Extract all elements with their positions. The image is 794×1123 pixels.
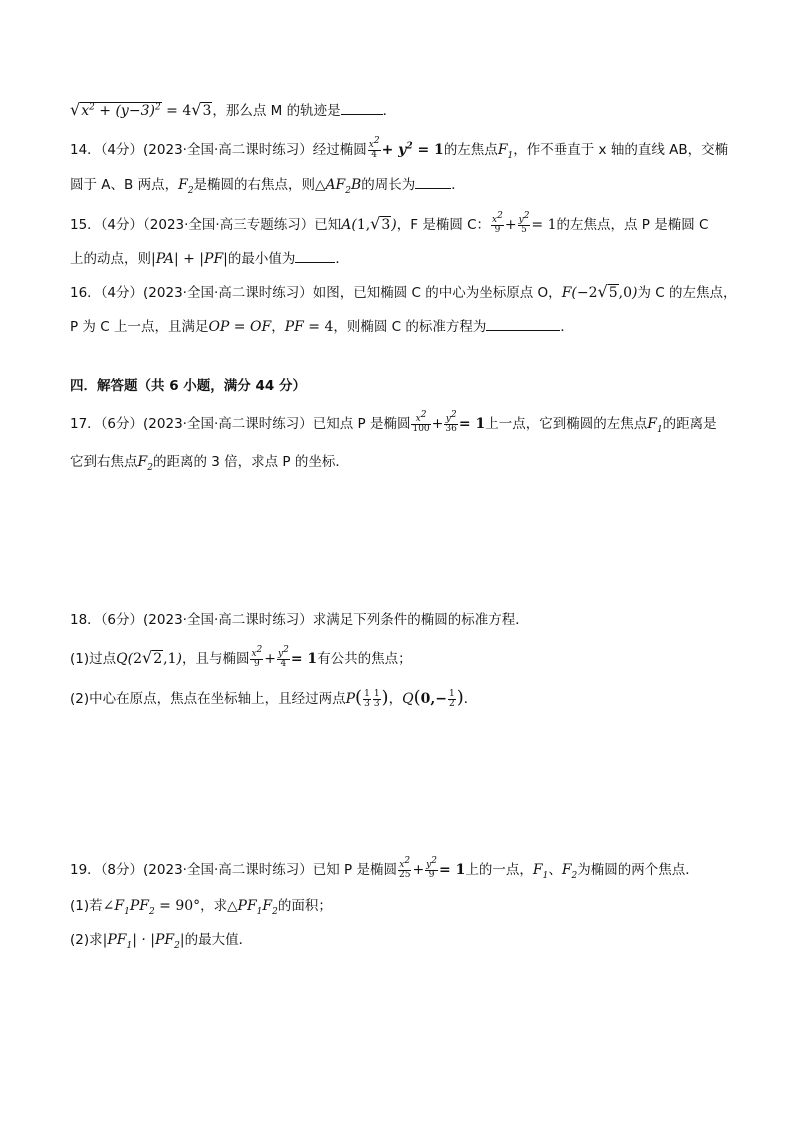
q18-point-Q2: Q(0,− $\frac{1}{2}$ ) — [402, 687, 464, 709]
q16-source: (2023·全国·高二课时练习） — [143, 285, 313, 301]
q19-frac-y: $\frac{y^2}{9}$ — [426, 855, 437, 880]
q15-text-b: ，F 是椭圆 C： — [396, 217, 491, 233]
q19-p2-a: (2)求 — [70, 932, 103, 948]
q14-answer-blank — [415, 174, 451, 189]
q19-F2: $F_2$ — [561, 862, 578, 881]
q18-part1: (1)过点Q(2√2,1)，且与椭圆 $\frac{x^2}{9}$ + $\frac{y^2}{4}$ = 1有公共的焦点； — [70, 644, 412, 669]
q13-end: ． — [382, 103, 397, 119]
q18-number: 18． — [70, 612, 101, 628]
q15-line1: 15．（4分）（2023·全国·高三专题练习）已知A(1,√3)，F 是椭圆 C： $\frac{x^2}{9}$ + $\frac{y^2}{5}$ = 1的左焦点，点 P 是椭圆 C — [70, 210, 709, 235]
q19-source: (2023·全国·高二课时练习） — [143, 862, 313, 878]
q17-text-b: 上一点，它到椭圆的左焦点 — [485, 416, 648, 432]
q19-p1-a: (1)若 — [70, 898, 103, 914]
q19-text-d: 为椭圆的两个焦点． — [577, 862, 699, 878]
q15-line2-a: 上的动点，则 — [70, 251, 151, 267]
q18-p2-c: ． — [463, 691, 478, 707]
q15-point-A: A(1,√3) — [341, 214, 397, 233]
q18-p1-c: 有公共的焦点； — [317, 651, 412, 667]
q19-text-a: 已知 P 是椭圆 — [312, 862, 397, 878]
q18-part2 — [70, 688, 730, 709]
q14-line2-c: 的周长为 — [361, 177, 416, 193]
q17-text-a: 已知点 P 是椭圆 — [312, 416, 411, 432]
q15-score: （4分） — [100, 217, 144, 233]
q15-text-a: 已知 — [314, 217, 342, 233]
q18-p1-a: (1)过点 — [70, 651, 117, 667]
q19-p1-c: 的面积； — [277, 898, 332, 914]
q17-number: 17． — [70, 416, 101, 432]
q17-line2-a: 它到右焦点 — [70, 454, 138, 470]
q14-number: 14． — [70, 142, 101, 158]
q15-frac-x: $\frac{x^2}{9}$ — [492, 210, 503, 235]
q13-answer-blank — [341, 100, 383, 115]
q14-score: （4分） — [100, 142, 144, 158]
q19-part1 — [70, 896, 730, 916]
q14-equation: + $y^2 = 1$ — [381, 141, 444, 158]
q17-frac-x: $\frac{x^2}{100}$ — [412, 409, 430, 434]
q18-frac-y: $\frac{y^2}{4}$ — [278, 644, 289, 669]
q15-line2-b: 的最小值为 — [227, 251, 296, 267]
q15-number: 15． — [70, 217, 101, 233]
q19-frac-x: $\frac{x^2}{25}$ — [398, 855, 411, 880]
q19-line1: 19．（8分）(2023·全国·高二课时练习）已知 P 是椭圆 $\frac{x^2}{25}$ + $\frac{y^2}{9}$ = 1上的一点，$F_1$、$F_2$为椭圆的两个焦点． — [70, 855, 699, 881]
q15-text-c: 的左焦点，点 P 是椭圆 C — [556, 217, 709, 233]
q15-line2 — [70, 248, 730, 269]
q19-text-b: 上的一点， — [465, 862, 533, 878]
q19-p1-b: ，求△ — [200, 898, 238, 914]
q19-F1: $F_1$ — [532, 862, 549, 881]
q16-score: （4分） — [100, 285, 144, 301]
q19-angle: $\angle F_1PF_2 = 90^\circ$ — [102, 898, 201, 917]
q18-point-Q: Q(2√2,1) — [116, 648, 182, 667]
q18-source: (2023·全国·高二课时练习） — [143, 612, 313, 628]
q14-line2 — [70, 174, 730, 195]
q15-source: （2023·全国·高三专题练习） — [143, 217, 315, 233]
q14-text-b: 的左焦点 — [443, 142, 498, 158]
q17-F2: $F_2$ — [137, 454, 153, 473]
q16-line2-b: ， — [271, 319, 285, 335]
q18-score: （6分） — [100, 612, 144, 628]
q16-line2-a: P 为 C 上一点，且满足 — [70, 319, 209, 335]
q16-line2-c: ，则椭圆 C 的标准方程为 — [333, 319, 487, 335]
q13-tail-line — [70, 100, 730, 121]
q16-number: 16． — [70, 285, 101, 301]
q16-text-b: 为 C 的左焦点， — [637, 285, 737, 301]
q18-text: 求满足下列条件的椭圆的标准方程． — [312, 612, 529, 628]
q14-source: (2023·全国·高二课时练习） — [143, 142, 313, 158]
section4-title: 四．解答题（共 6 小题，满分 44 分） — [70, 378, 306, 394]
q13-tail-text: ，那么点 M 的轨迹是 — [212, 103, 341, 119]
q19-number: 19． — [70, 862, 101, 878]
q16-end: ． — [560, 319, 574, 335]
q14-fraction: $\frac{x^2}{4}$ — [368, 135, 380, 160]
q18-p2-b: ， — [388, 691, 403, 707]
q14-F2: $F_2$ — [178, 177, 194, 196]
q18-point-P: P( $\frac{1}{3}$ $\frac{1}{3}$ ) — [345, 687, 389, 709]
q14-triangle: $AF_2B$ — [325, 177, 362, 196]
q18-line1 — [70, 610, 730, 630]
q14-end: ． — [451, 177, 465, 193]
q17-text-c: 的距离是 — [662, 416, 717, 432]
q17-source: (2023·全国·高二课时练习） — [143, 416, 313, 432]
q13-sqrt-expr: $√x^2 + (y-3)^2 = 4√3$ — [70, 100, 212, 119]
q17-score: （6分） — [100, 416, 144, 432]
q17-frac-y: $\frac{y^2}{36}$ — [445, 409, 457, 434]
q16-line1 — [70, 282, 737, 303]
q15-end: ． — [335, 251, 349, 267]
q19-triangle: $PF_1F_2$ — [237, 898, 278, 917]
q16-answer-blank — [486, 316, 560, 331]
q17-line2 — [70, 452, 730, 472]
q19-product: $|PF_1| \cdot |PF_2|$ — [102, 932, 185, 951]
q18-p2-a: (2)中心在原点，焦点在坐标轴上，且经过两点 — [70, 691, 346, 707]
q16-line2 — [70, 316, 730, 337]
q17-F1: $F_1$ — [647, 416, 663, 435]
q17-line1: 17．（6分）(2023·全国·高二课时练习）已知点 P 是椭圆 $\frac{x^2}{100}$ + $\frac{y^2}{36}$ = 1上一点，它到椭圆的左焦点$F_1$的距离是 — [70, 409, 717, 435]
q17-line2-b: 的距离的 3 倍，求点 P 的坐标． — [152, 454, 349, 470]
q14-F1: $F_1$ — [497, 142, 514, 161]
q14-line1 — [70, 135, 730, 161]
q15-frac-y: $\frac{y^2}{5}$ — [518, 210, 530, 235]
q19-score: （8分） — [100, 862, 144, 878]
q16-point-F: F(−2√5,0) — [561, 282, 638, 301]
q19-p2-b: 的最大值． — [184, 932, 253, 948]
q14-line2-a: 圆于 A、B 两点， — [70, 177, 179, 193]
q15-answer-blank — [295, 248, 335, 263]
q16-OP-eq: OP = OF — [208, 319, 272, 335]
q18-frac-x: $\frac{x^2}{9}$ — [251, 644, 263, 669]
q16-PF-eq: PF = 4 — [284, 319, 334, 335]
section4-title-line — [70, 376, 730, 396]
q18-p1-b: ，且与椭圆 — [181, 651, 250, 667]
q19-text-c: 、 — [548, 862, 562, 878]
q16-text-a: 如图，已知椭圆 C 的中心为坐标原点 O， — [312, 285, 562, 301]
q14-line2-b: 是椭圆的右焦点，则△ — [193, 177, 326, 193]
q19-part2 — [70, 930, 730, 950]
q14-text-c: ，作不垂直于 x 轴的直线 AB，交椭 — [513, 142, 729, 158]
q15-expression: |PA| + |PF| — [151, 251, 228, 267]
q14-text-a: 经过椭圆 — [312, 142, 367, 158]
